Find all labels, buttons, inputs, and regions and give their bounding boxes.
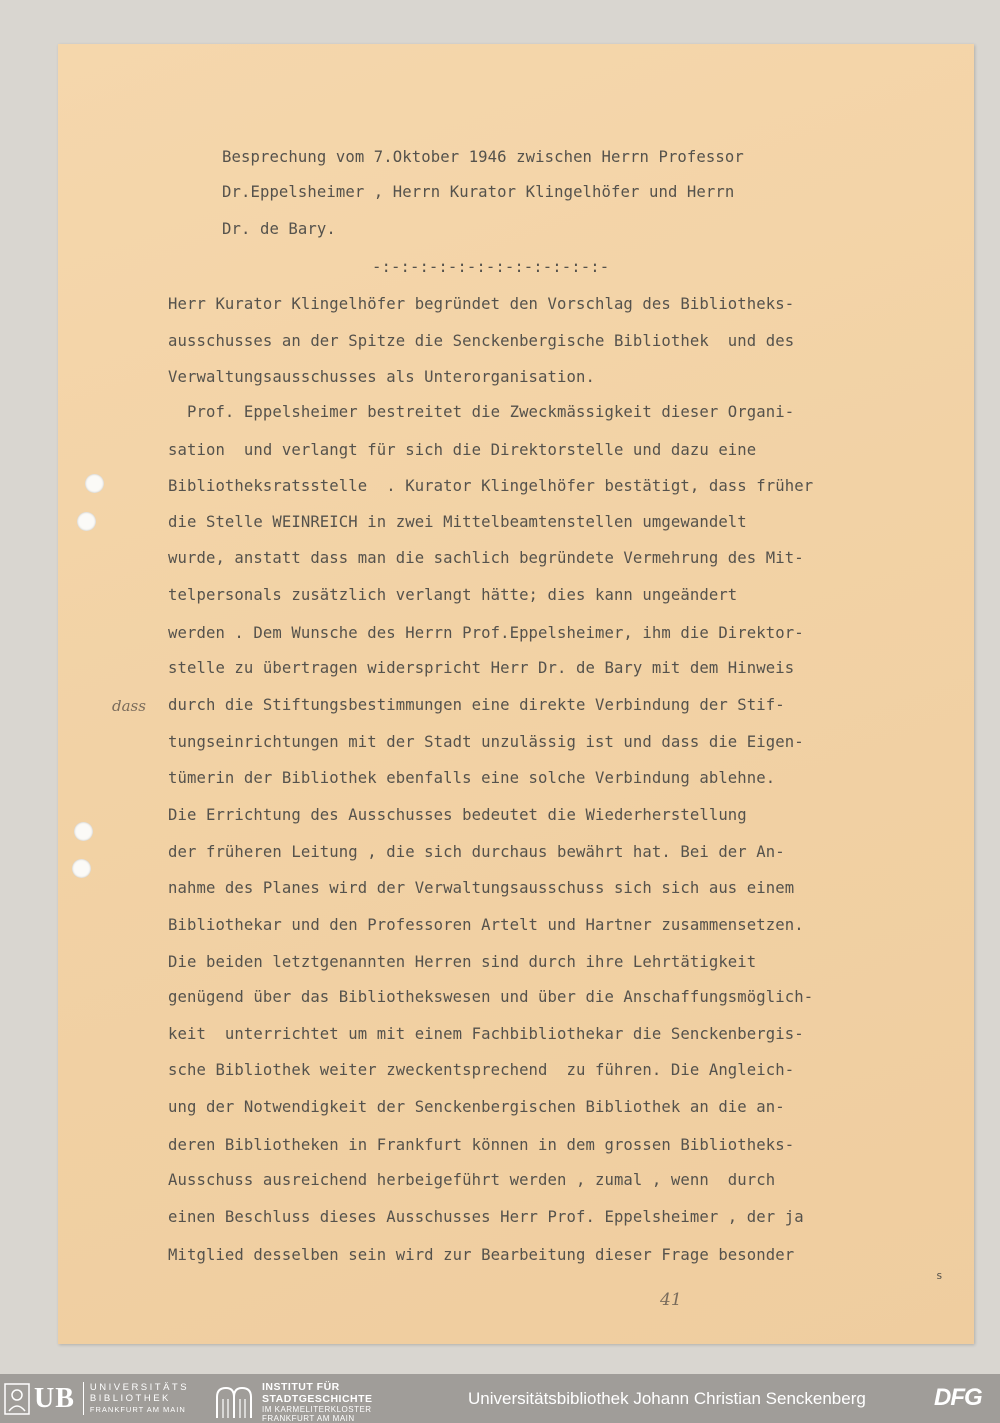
margin-note-handwritten: dass xyxy=(112,697,146,715)
body-line: Die beiden letztgenannten Herren sind durch ihre Lehrtätigkeit xyxy=(168,953,757,971)
isg-line: STADTGESCHICHTE xyxy=(262,1393,373,1405)
page-number-handwritten: 41 xyxy=(660,1290,682,1310)
body-line: Bibliothekar und den Professoren Artelt und Hartner zusammensetzen. xyxy=(168,916,804,934)
isg-logo xyxy=(214,1381,373,1423)
body-line: durch die Stiftungsbestimmungen eine direkte Verbindung der Stif- xyxy=(168,696,785,714)
body-line: Herr Kurator Klingelhöfer begründet den Vorschlag des Bibliotheks- xyxy=(168,295,795,313)
ub-mark: UB xyxy=(34,1382,75,1414)
body-line: stelle zu übertragen widerspricht Herr Dr. de Bary mit dem Hinweis xyxy=(168,659,795,677)
ub-line: UNIVERSITÄTS xyxy=(89,1382,190,1393)
body-line: ung der Notwendigkeit der Senckenbergischen Bibliothek an die an- xyxy=(168,1098,785,1116)
arch-emblem-icon xyxy=(214,1385,254,1419)
body-line: die Stelle WEINREICH in zwei Mittelbeamtenstellen umgewandelt xyxy=(168,513,747,531)
body-line: Bibliotheksratsstelle . Kurator Klingelhöfer bestätigt, dass früher xyxy=(168,477,814,495)
body-line: s xyxy=(936,1269,943,1282)
body-line: deren Bibliotheken in Frankfurt können in dem grossen Bibliotheks- xyxy=(168,1136,795,1154)
body-line: Die Errichtung des Ausschusses bedeutet die Wiederherstellung xyxy=(168,806,747,824)
ub-line: BIBLIOTHEK xyxy=(89,1393,171,1404)
body-line: telpersonals zusätzlich verlangt hätte; dies kann ungeändert xyxy=(168,586,738,604)
bust-emblem-icon xyxy=(4,1383,30,1415)
body-line: einen Beschluss dieses Ausschusses Herr Prof. Eppelsheimer , der ja xyxy=(168,1208,804,1226)
body-line: nahme des Planes wird der Verwaltungsausschuss sich sich aus einem xyxy=(168,879,795,897)
ub-line: FRANKFURT AM MAIN xyxy=(89,1405,186,1414)
body-line: Prof. Eppelsheimer bestreitet die Zweckmässigkeit dieser Organi- xyxy=(168,403,795,421)
body-line: genügend über das Bibliothekswesen und über die Anschaffungsmöglich- xyxy=(168,988,814,1006)
footer-library-name: Universitätsbibliothek Johann Christian Senckenberg xyxy=(468,1389,866,1408)
document-heading-line: Dr. de Bary. xyxy=(222,220,336,238)
body-line: Mitglied desselben sein wird zur Bearbeitung dieser Frage besonder xyxy=(168,1246,795,1264)
document-heading-line: Dr.Eppelsheimer , Herrn Kurator Klingelhöfer und Herrn xyxy=(222,183,735,201)
punch-hole xyxy=(77,512,96,531)
body-line: werden . Dem Wunsche des Herrn Prof.Eppelsheimer, ihm die Direktor- xyxy=(168,624,804,642)
body-line: sation und verlangt für sich die Direktorstelle und dazu eine xyxy=(168,441,757,459)
dfg-logo: DFG xyxy=(934,1384,982,1411)
body-line: der früheren Leitung , die sich durchaus bewährt hat. Bei der An- xyxy=(168,843,785,861)
punch-hole xyxy=(85,474,104,493)
punch-hole xyxy=(74,822,93,841)
body-line: tungseinrichtungen mit der Stadt unzulässig ist und dass die Eigen- xyxy=(168,733,804,751)
document-heading-line: Besprechung vom 7.Oktober 1946 zwischen Herrn Professor xyxy=(222,148,744,166)
footer-bar xyxy=(0,1374,1000,1423)
isg-sub-line: IM KARMELITERKLOSTER xyxy=(262,1405,372,1414)
body-line: Ausschuss ausreichend herbeigeführt werden , zumal , wenn durch xyxy=(168,1171,776,1189)
body-line: sche Bibliothek weiter zweckentsprechend zu führen. Die Angleich- xyxy=(168,1061,795,1079)
isg-sub-line: FRANKFURT AM MAIN xyxy=(262,1414,355,1423)
body-line: wurde, anstatt dass man die sachlich begründete Vermehrung des Mit- xyxy=(168,549,804,567)
isg-line: INSTITUT FÜR xyxy=(262,1381,340,1393)
body-line: Verwaltungsausschusses als Unterorganisation. xyxy=(168,368,595,386)
body-line: keit unterrichtet um mit einem Fachbibliothekar die Senckenbergis- xyxy=(168,1025,804,1043)
ub-logo xyxy=(4,1382,189,1415)
punch-hole xyxy=(72,859,91,878)
separator-line: -:-:-:-:-:-:-:-:-:-:-:-:- xyxy=(372,258,610,276)
body-line: ausschusses an der Spitze die Senckenbergische Bibliothek und des xyxy=(168,332,795,350)
body-line: tümerin der Bibliothek ebenfalls eine solche Verbindung ablehne. xyxy=(168,769,776,787)
